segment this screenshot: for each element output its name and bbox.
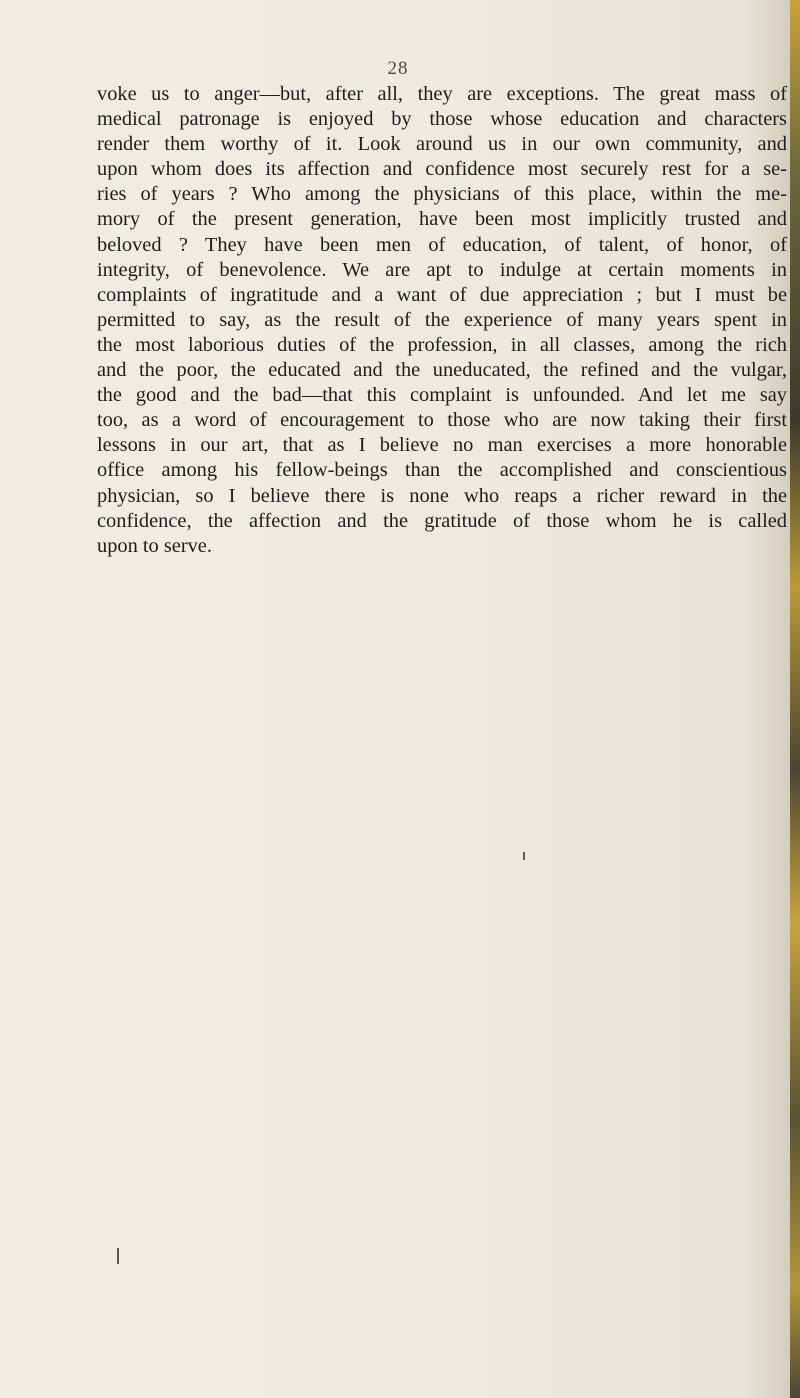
text-line: confidence, the affection and the gratitude of those whom he is called <box>97 509 787 532</box>
print-speck <box>523 852 525 860</box>
text-line: voke us to anger—but, after all, they are exceptions. The great mass of <box>97 83 787 105</box>
text-line: medical patronage is enjoyed by those whose education and characters <box>97 108 787 131</box>
page-number: 28 <box>387 58 409 79</box>
text-line: integrity, of benevolence. We are apt to indulge at certain moments in <box>97 258 787 281</box>
text-line: and the poor, the educated and the uneducated, the refined and the vulgar, <box>97 359 787 382</box>
print-speck <box>117 1248 119 1264</box>
text-line: complaints of ingratitude and a want of due appreciation ; but I must be <box>97 283 787 306</box>
text-line: permitted to say, as the result of the experience of many years spent in <box>97 308 787 331</box>
body-paragraph <box>97 82 787 559</box>
text-line: too, as a word of encouragement to those who are now taking their first <box>97 409 787 432</box>
text-line: render them worthy of it. Look around us in our own community, and <box>97 133 787 156</box>
text-line-last: upon to serve. <box>97 534 212 557</box>
text-line: ries of years ? Who among the physicians of this place, within the me- <box>97 183 787 206</box>
text-line: office among his fellow-beings than the accomplished and conscientious <box>97 459 787 482</box>
text-line: upon whom does its affection and confidence most securely rest for a se- <box>97 158 787 181</box>
text-line: physician, so I believe there is none who reaps a richer reward in the <box>97 484 787 507</box>
text-line: mory of the present generation, have been most implicitly trusted and <box>97 208 787 231</box>
text-line: lessons in our art, that as I believe no man exercises a more honorable <box>97 434 787 457</box>
text-line: the good and the bad—that this complaint is unfounded. And let me say <box>97 384 787 407</box>
text-line: beloved ? They have been men of education, of talent, of honor, of <box>97 233 787 256</box>
page-edge-binding <box>790 0 800 1398</box>
text-line: the most laborious duties of the profession, in all classes, among the rich <box>97 333 787 356</box>
